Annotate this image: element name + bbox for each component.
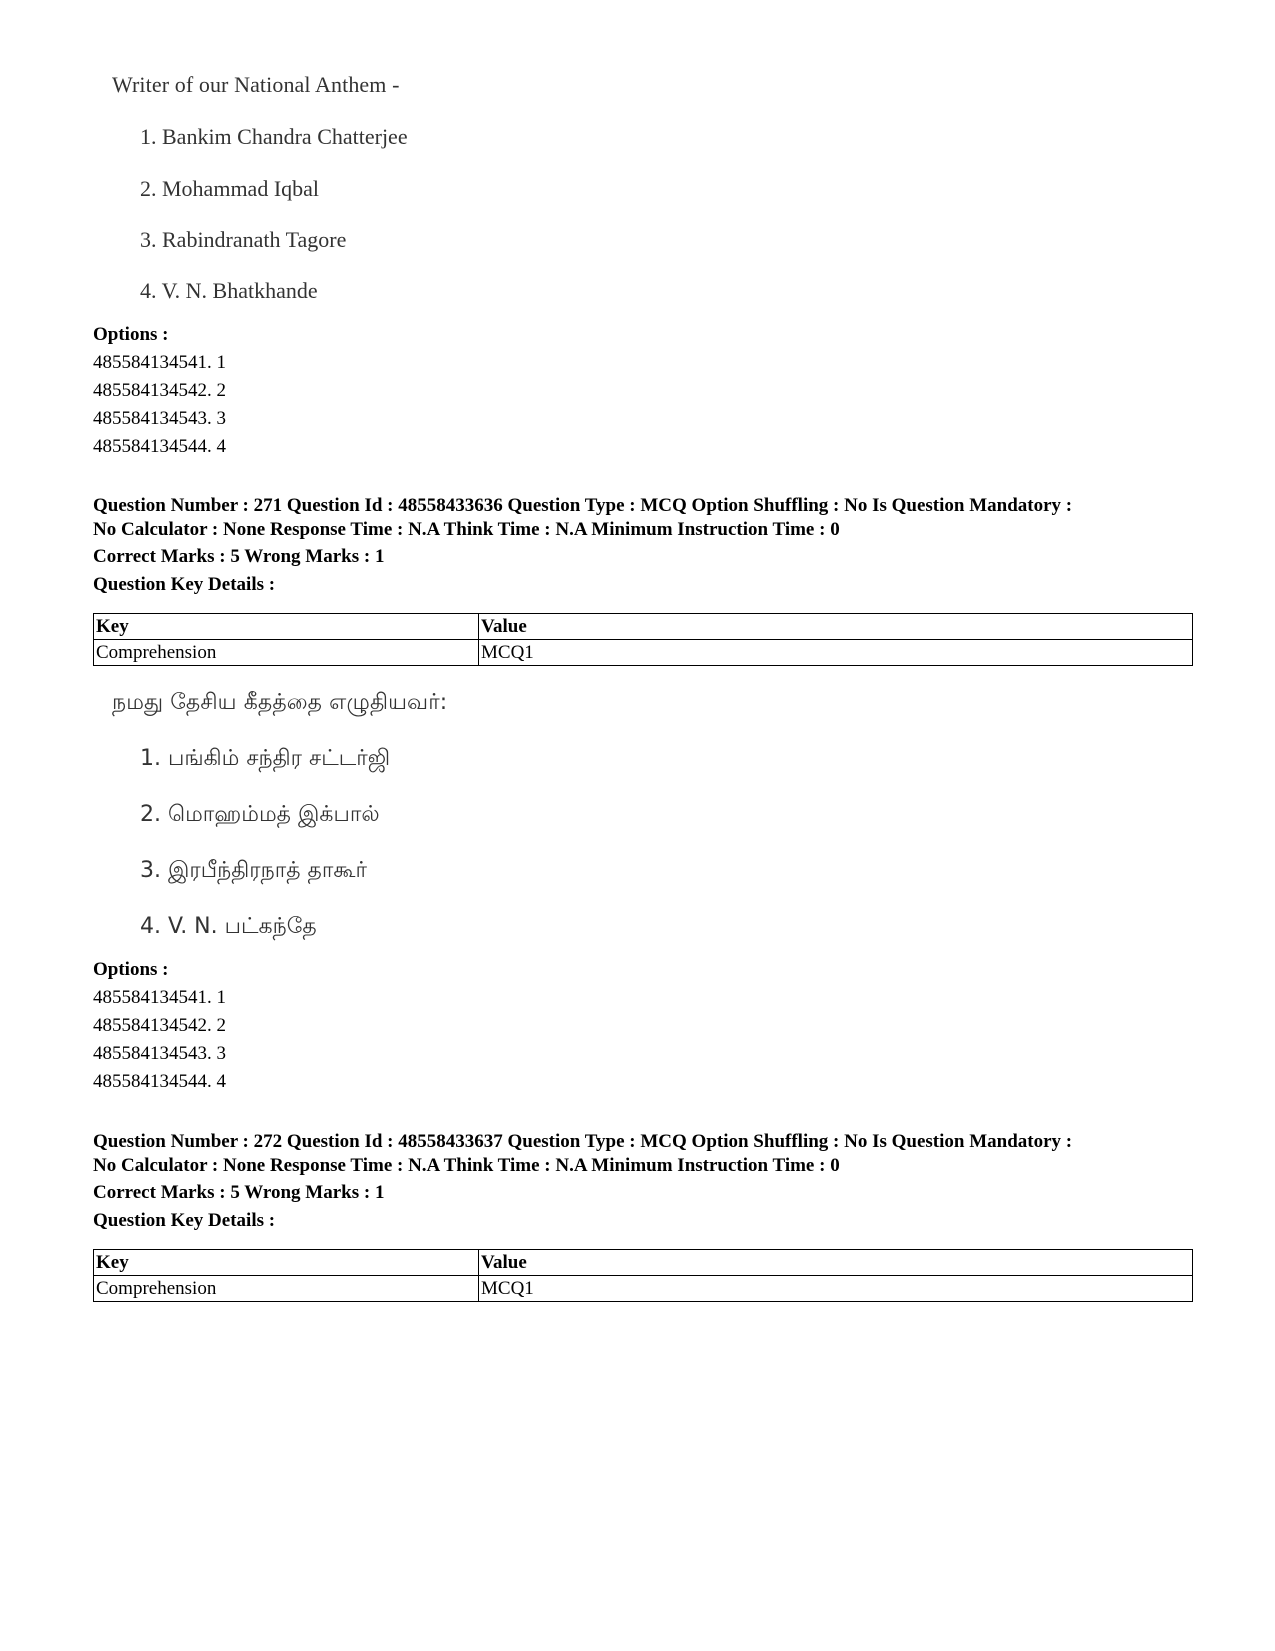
option-id-row: 485584134541. 1 [93,987,226,1008]
option-id-row: 485584134544. 4 [93,1071,226,1092]
table-cell-value: MCQ1 [479,640,1193,666]
question-option-2: 2. மொஹம்மத் இக்பால் [140,802,380,827]
table-cell-key: Comprehension [94,640,479,666]
question-stem: Writer of our National Anthem - [112,72,400,97]
table-row [94,640,1193,666]
question-image-tamil [100,690,700,950]
question-stem: நமது தேசிய கீதத்தை எழுதியவர்: [112,690,448,715]
table-header-key: Key [94,614,479,640]
question-option-4: 4. V. N. Bhatkhande [140,278,318,303]
marks-line: Correct Marks : 5 Wrong Marks : 1 [93,1182,385,1203]
question-meta-line: No Calculator : None Response Time : N.A Think Time : N.A Minimum Instruction Time : 0 [93,518,840,540]
option-id-row: 485584134543. 3 [93,408,226,429]
table-cell-key: Comprehension [94,1276,479,1302]
options-label: Options : [93,324,169,345]
option-id-row: 485584134541. 1 [93,352,226,373]
options-block [93,956,1193,1096]
question-option-1: 1. Bankim Chandra Chatterjee [140,124,408,149]
question-option-3: 3. Rabindranath Tagore [140,227,347,252]
question-meta-272 [93,1130,1203,1232]
question-option-1: 1. பங்கிம் சந்திர சட்டர்ஜி [140,746,391,771]
table-header-row [94,1250,1193,1276]
option-id-row: 485584134542. 2 [93,380,226,401]
options-block [93,321,1193,461]
table-header-key: Key [94,1250,479,1276]
table-header-value: Value [479,1250,1193,1276]
question-meta-line: Question Number : 272 Question Id : 48558433637 Question Type : MCQ Option Shuffling : No Is Question Mandatory : [93,1131,1073,1152]
option-id-row: 485584134542. 2 [93,1015,226,1036]
key-value-table [93,613,1193,666]
table-header-value: Value [479,614,1193,640]
question-option-2: 2. Mohammad Iqbal [140,176,320,201]
key-details-label: Question Key Details : [93,1209,276,1231]
question-image-english [100,72,700,322]
question-option-4: 4. V. N. பட்கந்தே [140,914,317,939]
table-cell-value: MCQ1 [479,1276,1193,1302]
option-id-row: 485584134543. 3 [93,1043,226,1064]
key-value-table [93,1249,1193,1302]
option-id-row: 485584134544. 4 [93,436,226,457]
marks-line: Correct Marks : 5 Wrong Marks : 1 [93,546,385,567]
table-row [94,1276,1193,1302]
key-details-label: Question Key Details : [93,573,276,595]
question-meta-line: Question Number : 271 Question Id : 48558433636 Question Type : MCQ Option Shuffling : No Is Question Mandatory : [93,495,1073,516]
table-header-row [94,614,1193,640]
options-label: Options : [93,959,169,980]
question-meta-271 [93,494,1203,596]
question-meta-line: No Calculator : None Response Time : N.A Think Time : N.A Minimum Instruction Time : 0 [93,1154,840,1176]
question-option-3: 3. இரபீந்திரநாத் தாகூர் [140,858,367,883]
